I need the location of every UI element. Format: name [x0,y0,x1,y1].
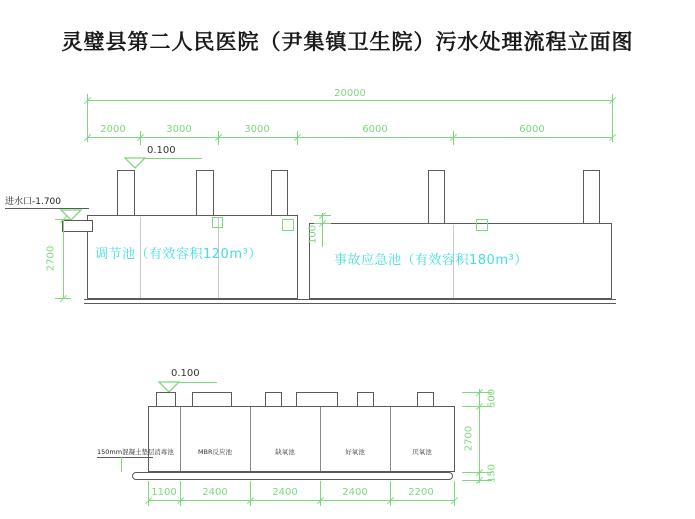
roof-hatch [156,392,176,407]
inlet-label: 进水口-1.700 [5,197,62,207]
partition-wall [390,407,391,471]
roof-hatch [296,392,338,407]
dim-label-height: 2700 [463,425,475,452]
elevation-value: 0.100 [147,145,176,156]
elevation-triangle-icon [124,157,146,169]
roof-hatch [192,392,232,407]
dim-label: 1100 [151,487,177,498]
dim-label-slab: 150 [486,463,498,484]
dim-label: 2000 [100,124,126,135]
tank-emergency-label: 事故应急池（有效容积180m³） [334,253,528,268]
dim-label: 2400 [202,487,228,498]
note-underline [97,457,153,458]
roof-hatch [265,392,282,407]
dim-label-total: 20000 [334,88,366,99]
dim-extension-line [250,481,251,506]
dim-label-step: 100 [307,224,319,245]
partition-wall [180,407,181,471]
cushion-slab [132,472,453,480]
floor-slab-line [84,303,616,304]
dim-line-bottom [148,500,455,501]
vent-stack [583,170,600,224]
roof-hatch [417,392,434,407]
dim-label: 6000 [519,124,545,135]
cell-label: MBR反应池 [197,448,233,456]
vent-stack [428,170,445,224]
vent-stack [196,170,214,216]
partition-wall [320,407,321,471]
cell-label: 好氧池 [345,448,365,456]
vent-stack [117,170,135,216]
dim-label: 3000 [244,124,270,135]
dim-label-hatch: 500 [486,388,498,409]
dim-extension-line [148,481,149,506]
dim-line-total [87,100,612,101]
elevation-leader-line [145,158,202,159]
cell-label: 缺氧池 [275,448,295,456]
pipe-opening [212,217,223,228]
dim-label-height: 2700 [45,245,57,272]
drawing-title: 灵璧县第二人民医院（尹集镇卫生院）污水处理流程立面图 [61,30,634,54]
pipe-opening [282,219,294,231]
partition-wall [250,407,251,471]
dim-line-height [63,219,64,298]
elevation-leader-line [179,382,217,383]
inlet-pipe [62,220,93,232]
vent-stack [271,170,288,216]
dim-line-segments [87,137,612,138]
dim-label: 2200 [408,487,434,498]
tank-regulating-label: 调节池（有效容积120m³） [95,247,262,262]
dim-line-step [322,213,323,247]
cell-label: 消毒池 [154,448,174,456]
dim-label: 6000 [362,124,388,135]
cell-label: 厌氧池 [412,448,432,456]
dim-extension-line [320,481,321,506]
dim-extension-line [390,481,391,506]
dim-label: 2400 [272,487,298,498]
roof-hatch [357,392,374,407]
dim-extension-line [454,481,455,506]
dim-label: 2400 [342,487,368,498]
dim-label: 3000 [166,124,192,135]
elevation-value: 0.100 [171,368,200,379]
treatment-structure [148,406,455,472]
floor-slab-line [84,299,616,300]
cushion-note: 150mm混凝土垫层 [97,448,155,456]
pipe-opening [476,219,488,231]
dim-line-right [479,389,480,483]
dim-extension-line [180,481,181,506]
note-leader-line [121,457,122,472]
